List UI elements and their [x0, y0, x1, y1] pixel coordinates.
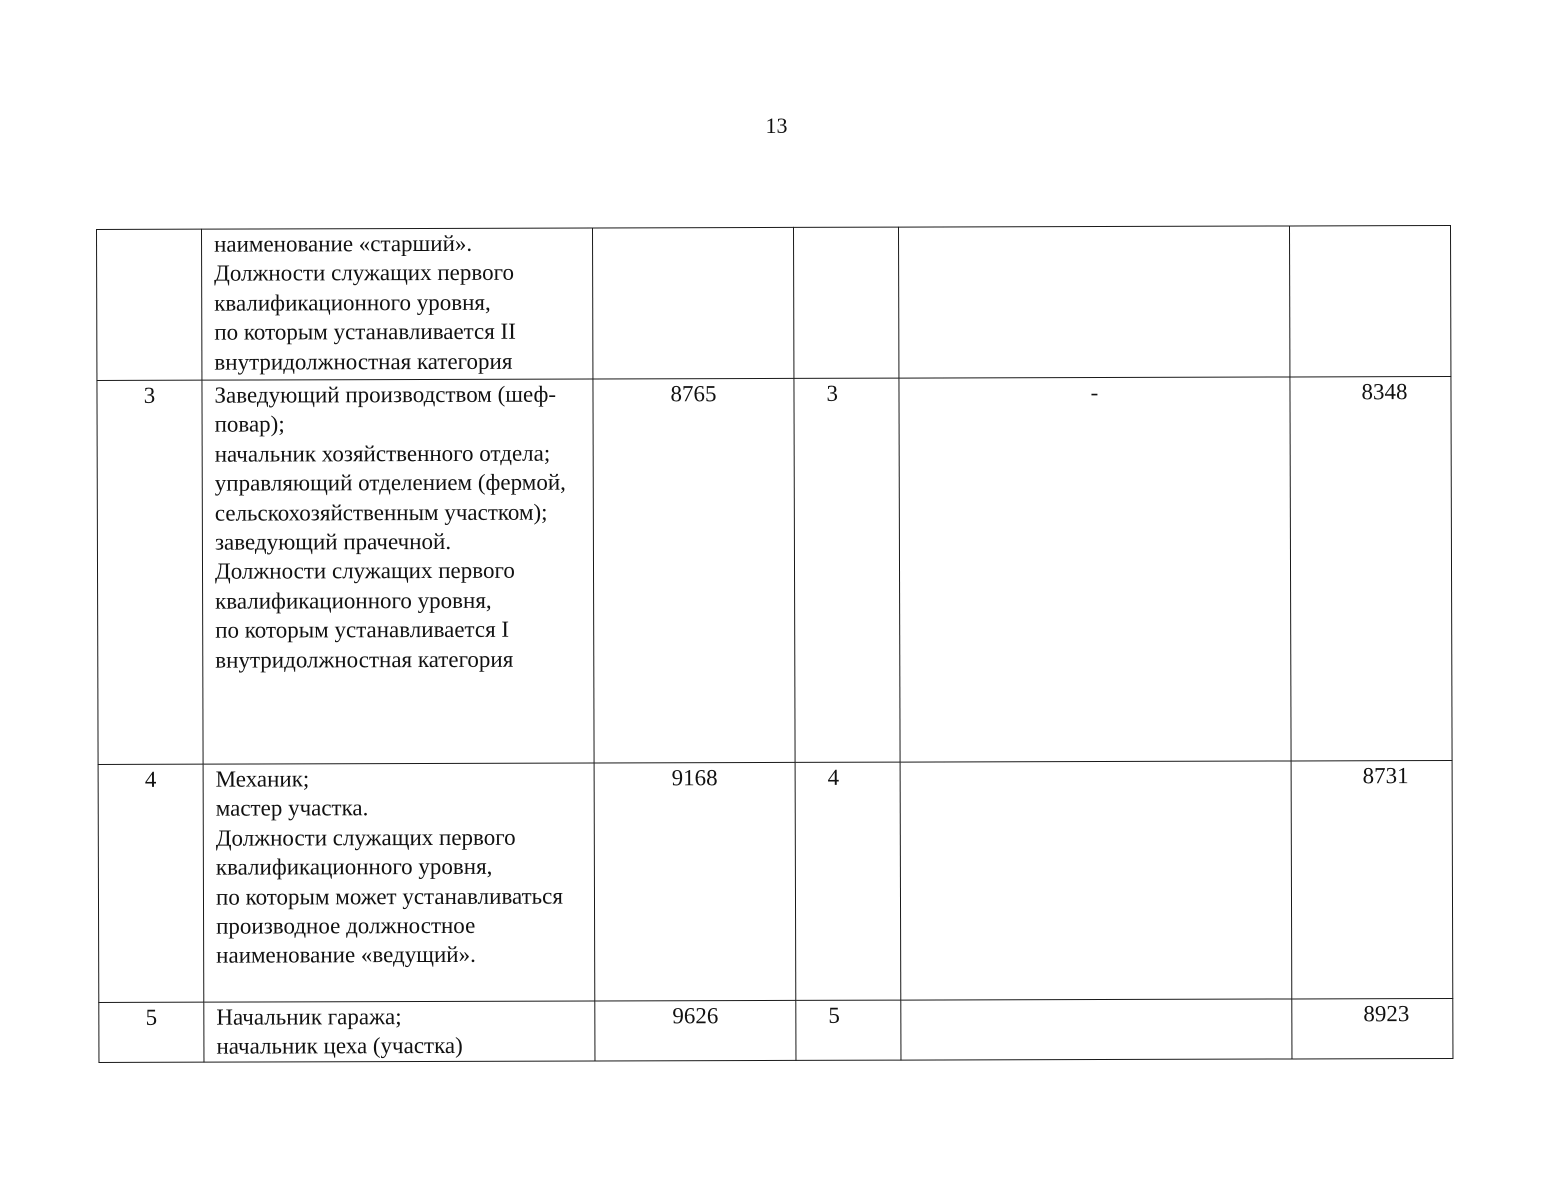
- salary-cell: 9626: [595, 1000, 796, 1061]
- amount-cell: [1289, 225, 1450, 376]
- salary-cell: 8765: [593, 378, 795, 763]
- coefficient-cell: [793, 227, 898, 378]
- position-name-cell: Механик; мастер участка. Должности служащих первого квалификационного уровня, по которым может устанавливаться производное должностное наименование «ведущий».: [203, 763, 595, 1002]
- note-cell: [901, 999, 1292, 1060]
- table-row: [97, 376, 1452, 764]
- table-row: [99, 998, 1453, 1062]
- amount-cell: 8923: [1292, 998, 1453, 1058]
- amount-cell: 8348: [1290, 376, 1452, 760]
- note-cell: -: [899, 377, 1291, 762]
- position-name-cell: наименование «старший». Должности служащих первого квалификационного уровня, по которым устанавливается II внутридолжностная категория: [202, 228, 593, 380]
- coefficient-cell: 5: [796, 1000, 901, 1060]
- coefficient-cell: 3: [794, 378, 900, 762]
- row-number-cell: [97, 229, 202, 380]
- table-row: [98, 760, 1453, 1002]
- row-number-cell: 5: [99, 1002, 204, 1062]
- salary-cell: [592, 227, 793, 379]
- position-name-cell: Заведующий производством (шеф-повар); начальник хозяйственного отдела; управляющий отделением (фермой, сельскохозяйственным участком); заведующий прачечной. Должности служащих первого квалификационного уровня, по которым устанавливается I внутридолжностная категория: [202, 379, 594, 764]
- amount-cell: 8731: [1291, 760, 1453, 998]
- note-cell: [900, 761, 1292, 1000]
- row-number-cell: 3: [97, 380, 203, 764]
- note-cell: [898, 226, 1289, 378]
- page-number: 13: [765, 113, 788, 138]
- qualification-table: [96, 225, 1453, 1063]
- table-row: [97, 225, 1451, 380]
- salary-cell: 9168: [594, 762, 796, 1001]
- row-number-cell: 4: [98, 764, 204, 1002]
- coefficient-cell: 4: [795, 762, 901, 1000]
- position-name-cell: Начальник гаража; начальник цеха (участка): [204, 1001, 595, 1062]
